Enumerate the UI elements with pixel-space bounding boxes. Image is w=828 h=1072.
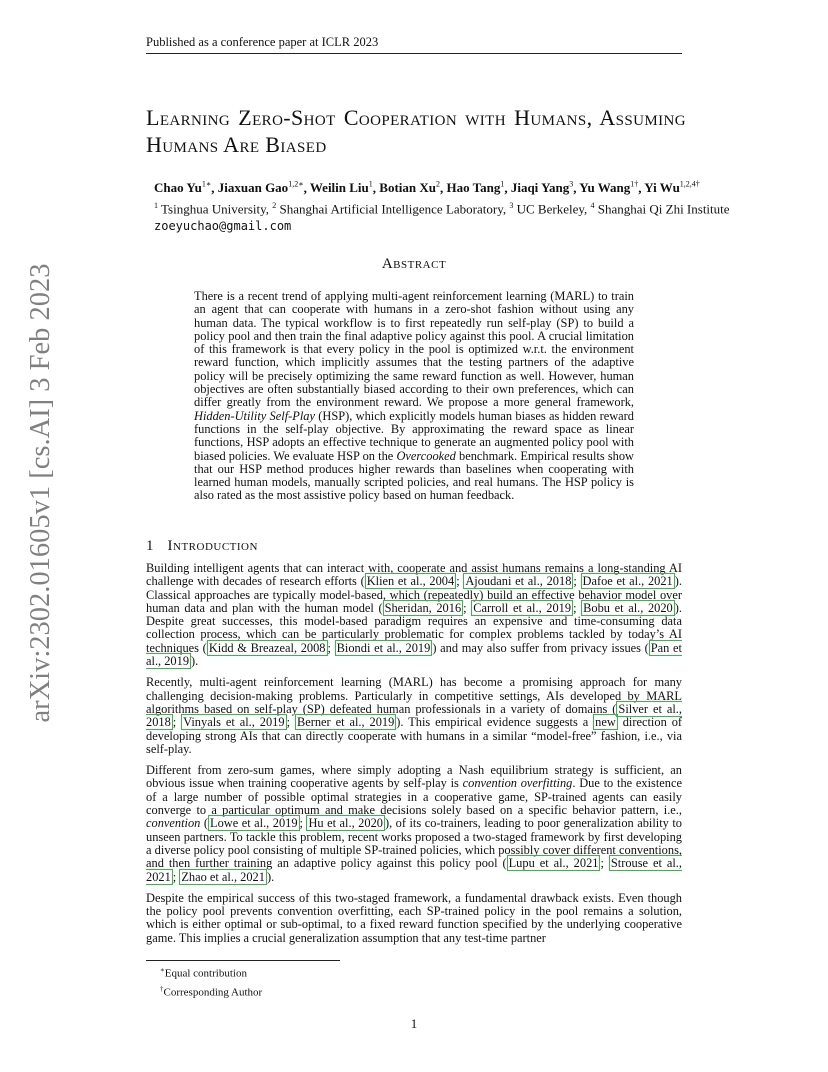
- citation-link[interactable]: Biondi et al., 2019: [336, 640, 431, 655]
- footnote: †Corresponding Author: [160, 984, 263, 999]
- citation-link[interactable]: Sheridan, 2016: [384, 600, 462, 615]
- paragraph: Recently, multi-agent reinforcement learning (MARL) has become a promising approach for many challenging decision-making problems. Particularly in competitive settings, AIs developed by MARL algorithms based on self-play (SP) defeated human professionals in a variety of domains ( Silver et al., 2018 ; Vinyals et al., 2019 ; Berner et al., 2019 ). This empirical evidence suggests a new direction of developing strong AIs that can directly cooperate with humans in a similar “model-free” fashion, i.e., via self-play.: [146, 675, 683, 756]
- citation-link[interactable]: Lowe et al., 2019: [210, 816, 298, 831]
- author-list: Chao $Yu^{1∗}$, Jiaxuan Gao$^{1,2∗}$, Weilin Liu$^1$, Botian Xu$^2$, Hao Tang$^1$, Jiaqi Yang$^3$, Yu Wang$^{1\dagger}$, Yi $Wu^{1,2,4\dagger}$: [154, 180, 700, 196]
- header-rule: [146, 53, 682, 54]
- arxiv-stamp: arXiv:2302.01605v1 [cs.AI] 3 Feb 2023: [25, 263, 56, 723]
- citation-link[interactable]: Zhao et al., 2021: [181, 869, 265, 884]
- citation-link[interactable]: Berner et al., 2019: [296, 715, 395, 730]
- citation-link[interactable]: Vinyals et al., 2019: [183, 715, 285, 730]
- footnote: ∗Equal contribution: [160, 966, 247, 980]
- citation-link[interactable]: Ajoudani et al., 2018: [465, 574, 572, 589]
- citation-link[interactable]: new: [595, 715, 616, 730]
- abstract-heading: Abstract: [381, 256, 447, 272]
- paragraph: Building intelligent agents that can interact with, cooperate and assist humans remains a long-standing AI challenge with decades of research efforts ( Klien et al., 2004 ; Ajoudani et al., 2018 ; Dafoe et al., 2021 ). Classical approaches are typically model-based, which (repeatedly) build an effective behavior model over human data and plan with the human model ( Sheridan, 2016 ; Carroll et al., 2019 ; Bobu et al., 2020 ). Despite great successes, this model-based paradigm requires an expensive and time-consuming data collection process, which can be particularly problematic for complex problems tackled by today’s AI techniques ( Kidd & Breazeal, 2008 ; Biondi et al., 2019 ) and may also suffer from privacy issues ( Pan et al., 2019 ).: [146, 561, 682, 669]
- citation-link[interactable]: Carroll et al., 2019: [473, 600, 572, 615]
- citation-link[interactable]: Strouse et al., 2021: [146, 856, 682, 884]
- author: Yi $Wu^{1,2,4\dagger}$: [644, 180, 700, 196]
- affiliations: $^1$ Tsinghua University, $^2$ Shanghai Artificial Intelligence Laboratory, $^3$ UC Berkeley, $^4$ Shanghai Qi Zhi Institute: [154, 201, 730, 217]
- contact-email[interactable]: zoeyuchao@gmail.com: [154, 219, 292, 233]
- citation-link[interactable]: Pan et al., 2019: [146, 640, 682, 669]
- author: Jiaxuan Gao$^{1,2∗}$: [217, 180, 304, 196]
- citation-link[interactable]: Silver et al., 2018: [146, 701, 683, 730]
- page-number: 1: [410, 1016, 418, 1031]
- section-heading: 1 Introduction: [146, 538, 258, 554]
- footnote-rule: [146, 960, 340, 961]
- paragraph: Despite the empirical success of this two-staged framework, a fundamental drawback exists. Even though the policy pool prevents convention overfitting, each SP-trained policy in the pool remains a solution, which is either optimal or sub-optimal, to a fixed reward function specified by the underlying cooperative game. This implies a crucial generalization assumption that any test-time partner: [146, 890, 682, 945]
- citation-link[interactable]: Lupu et al., 2021: [508, 856, 599, 871]
- author: Yu Wang$^{1\dagger}$: [579, 180, 639, 196]
- citation-link[interactable]: Bobu et al., 2020: [583, 600, 673, 615]
- running-header: Published as a conference paper at ICLR 2023: [146, 35, 379, 49]
- footnotes: [160, 963, 262, 1000]
- author: Jiaqi Yang$^3$: [510, 180, 574, 196]
- author: Botian Xu$^2$: [379, 180, 440, 196]
- paragraph: Different from zero-sum games, where simply adopting a Nash equilibrium strategy is sufficient, an obvious issue when training cooperative agents by self-play is convention overfitting. Due to the existence of a large number of possible optimal strategies in a cooperative game, SP-trained agents can easily converge to a particular optimum and make decisions solely based on a specific behavior pattern, i.e., convention ( Lowe et al., 2019 ; Hu et al., 2020 ), of its co-trainers, leading to poor generalization ability to unseen partners. To tackle this problem, recent works proposed a two-staged framework by first developing a diverse policy pool consisting of multiple SP-trained policies, which possibly cover different conventions, and then further training an adaptive policy against this policy pool ( Lupu et al., 2021 ; Strouse et al., 2021 ; Zhao et al., 2021 ).: [146, 763, 682, 884]
- citation-link[interactable]: Hu et al., 2020: [308, 816, 383, 831]
- author: Hao Tang$^1$: [446, 180, 505, 196]
- introduction-body: [146, 562, 682, 953]
- citation-link[interactable]: Dafoe et al., 2021: [582, 574, 673, 589]
- author: Chao $Yu^{1∗}$: [154, 180, 212, 196]
- abstract-text: There is a recent trend of applying multi-agent reinforcement learning (MARL) to train an agent that can cooperate with humans in a zero-shot fashion without using any human data. The typical workflow is to first repeatedly run self-play (SP) to build a policy pool and then train the final adaptive policy against this pool. A crucial limitation of this framework is that every policy in the pool is optimized w.r.t. the environment reward function, which implicitly assumes that the testing partners of the adaptive policy will be precisely optimizing the same reward function as well. However, human objectives are often substantially biased according to their own preferences, which can differ greatly from the environment reward. We propose a more general framework, Hidden-Utility Self-Play (HSP), which explicitly models human biases as hidden reward functions in the self-play objective. By approximating the reward space as linear functions, HSP adopts an effective technique to generate an augmented policy pool with biased policies. We evaluate HSP on the Overcooked benchmark. Empirical results show that our HSP method produces higher rewards than baselines when cooperating with learned human models, manually scripted policies, and real humans. The HSP policy is also rated as the most assistive policy based on human feedback.: [194, 289, 634, 503]
- citation-link[interactable]: Klien et al., 2004: [366, 574, 455, 589]
- author: Weilin Liu$^1$: [309, 180, 373, 196]
- citation-link[interactable]: Kidd & Breazeal, 2008: [208, 640, 326, 655]
- paper-title: Learning Zero-Shot Cooperation with Humans, Assuming Humans Are Biased: [146, 105, 686, 157]
